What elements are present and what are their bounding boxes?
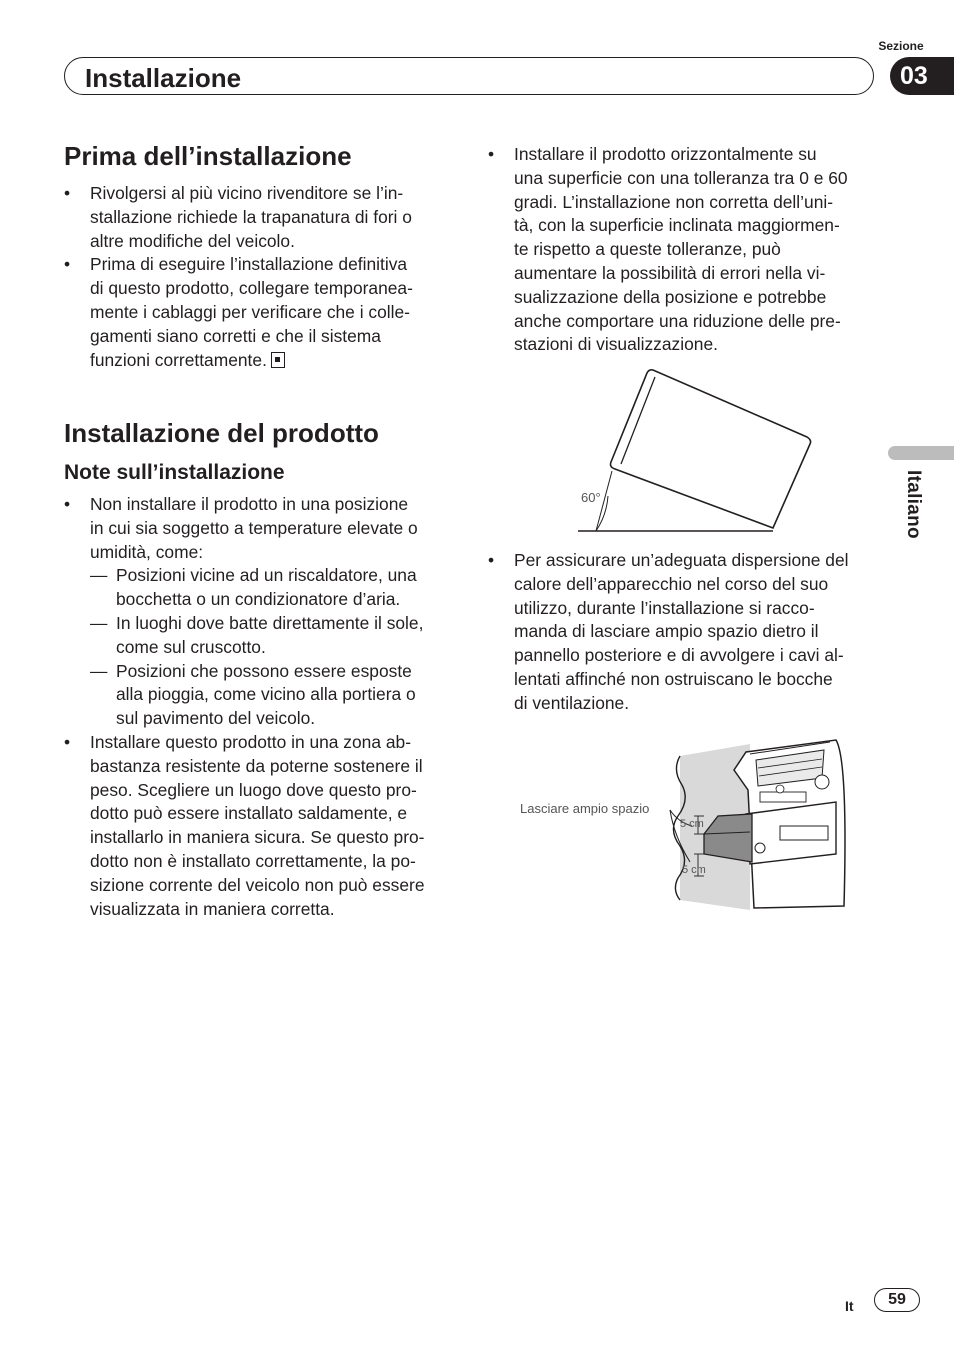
text-line: • Per assicurare un’adeguata dispersione del: [514, 550, 849, 570]
dash-item: [90, 564, 459, 612]
language-tab-label: Italiano: [903, 470, 924, 539]
text-line: stazioni di visualizzazione.: [514, 334, 718, 355]
text-line: sul pavimento del veicolo.: [116, 708, 316, 729]
text-line: — In luoghi dove batte direttamente il sole,: [116, 612, 424, 633]
section-title: Installazione: [85, 63, 242, 93]
orientation-list: [488, 143, 883, 357]
text-line: dotto può essere installato saldamente, e: [90, 803, 408, 824]
subheading-note-installazione: Note sull’installazione: [64, 461, 285, 484]
text-line: bocchetta o un condizionatore d’aria.: [116, 589, 401, 610]
text-line: • Prima di eseguire l’installazione definitiva: [90, 254, 408, 275]
text-line: manda di lasciare ampio spazio dietro il: [514, 621, 819, 642]
text-line: tà, con la superficie inclinata maggiormen-: [514, 215, 840, 236]
text-line: dotto non è installato correttamente, la po-: [90, 850, 416, 871]
language-code: It: [845, 1298, 854, 1314]
dash-item: [90, 660, 459, 731]
gap-bottom-label: 5 cm: [682, 864, 706, 876]
pre-install-list: [64, 182, 459, 372]
text-line: gradi. L’installazione non corretta dell’uni-: [514, 191, 834, 212]
text-line-with-end-mark: [90, 349, 459, 373]
text-line: come sul cruscotto.: [116, 636, 266, 657]
text-line: mente i cablaggi per verificare che i colle-: [90, 301, 410, 322]
text-line: utilizzo, durante l’installazione si racco-: [514, 597, 815, 618]
ventilation-clearance-figure: [518, 730, 848, 915]
clearance-label: Lasciare ampio spazio: [520, 801, 650, 816]
text-line: una superficie con una tolleranza tra 0 e 60: [514, 167, 848, 188]
text-line: in cui sia soggetto a temperature elevate o: [90, 517, 418, 538]
text-line: installarlo in maniera sicura. Se questo pro-: [90, 827, 425, 848]
angle-label: 60°: [581, 490, 601, 505]
language-tab-marker: [888, 446, 954, 460]
location-dash-list: [90, 564, 459, 731]
list-item: [488, 549, 883, 716]
text-line: sizione corrente del veicolo non può essere: [90, 874, 425, 895]
list-item: [64, 493, 459, 731]
list-item: [64, 253, 459, 372]
text-line: stallazione richiede la trapanatura di fori o: [90, 206, 412, 227]
text-line: — Posizioni che possono essere esposte: [116, 660, 412, 681]
end-of-section-icon: [271, 352, 285, 368]
text-line: aumentare la possibilità di errori nella vi-: [514, 262, 826, 283]
text-line: — Posizioni vicine ad un riscaldatore, una: [116, 565, 417, 586]
text-line: sualizzazione della posizione e potrebbe: [514, 286, 827, 307]
heading-installazione-prodotto: Installazione del prodotto: [64, 418, 379, 448]
section-number: 03: [890, 57, 954, 95]
text-line: bastanza resistente da poterne sostenere il: [90, 755, 423, 776]
section-title-bar: [64, 57, 874, 95]
text-line: peso. Scegliere un luogo dove questo pro-: [90, 779, 417, 800]
text-line: • Non installare il prodotto in una posizione: [90, 494, 409, 514]
text-line: di ventilazione.: [514, 692, 630, 713]
installation-notes-list: [64, 493, 459, 921]
section-label: Sezione: [878, 39, 924, 53]
gap-top-label: 5 cm: [680, 818, 704, 830]
list-item: [64, 182, 459, 253]
text-line: te rispetto a queste tolleranze, può: [514, 239, 781, 260]
text-line: alla pioggia, come vicino alla portiera o: [116, 684, 416, 705]
text-line: umidità, come:: [90, 541, 204, 562]
text-line: • Installare questo prodotto in una zona ab-: [90, 731, 411, 752]
text-line: anche comportare una riduzione delle pre-: [514, 310, 841, 331]
text-line: lentati affinché non ostruiscano le bocche: [514, 668, 833, 689]
text-line: • Installare il prodotto orizzontalmente su: [514, 144, 817, 164]
ventilation-list: [488, 549, 883, 716]
text-line: • Rivolgersi al più vicino rivenditore se l’in-: [90, 183, 404, 203]
text-line: gamenti siano corretti e che il sistema: [90, 325, 381, 346]
list-item: [64, 731, 459, 921]
tilt-angle-figure: [573, 365, 823, 537]
text-line: di questo prodotto, collegare temporanea-: [90, 278, 413, 299]
text-line: altre modifiche del veicolo.: [90, 230, 295, 251]
text-line: visualizzata in maniera corretta.: [90, 898, 335, 919]
heading-prima-installazione: Prima dell’installazione: [64, 141, 352, 171]
text-fragment: funzioni correttamente.: [90, 349, 267, 370]
text-line: calore dell’apparecchio nel corso del suo: [514, 573, 829, 594]
list-item: [488, 143, 883, 357]
text-line: pannello posteriore e di avvolgere i cavi al-: [514, 645, 844, 666]
page-number: 59: [874, 1288, 920, 1312]
dash-item: [90, 612, 459, 660]
